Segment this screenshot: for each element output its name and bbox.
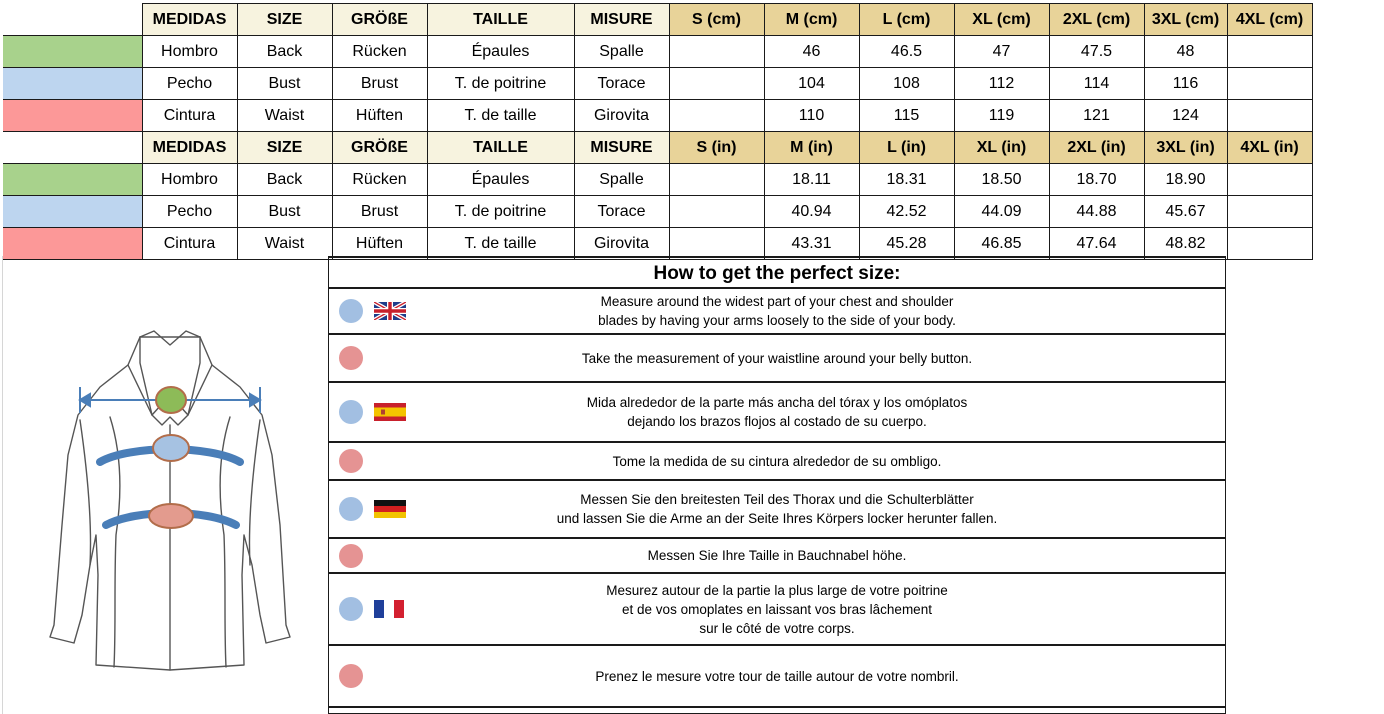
table-cell: 116	[1144, 68, 1227, 100]
column-header: TAILLE	[427, 132, 574, 164]
table-cell: 121	[1049, 100, 1144, 132]
guide-instruction: Mesurez autour de la partie la plus large de votre poitrine et de vos omoplates en laissant vos bras lâchement sur le côté de votre corps.	[606, 582, 948, 636]
column-header: GRÖßE	[332, 132, 427, 164]
table-cell: 44.09	[954, 196, 1049, 228]
table-cell: Hüften	[332, 100, 427, 132]
column-header: L (cm)	[859, 4, 954, 36]
table-cell	[669, 228, 764, 260]
table-cell: Cintura	[142, 100, 237, 132]
waist-dot-icon	[339, 346, 363, 370]
table-header-row	[3, 132, 1312, 164]
color-swatch	[3, 36, 142, 68]
header-blank-cell	[3, 4, 142, 36]
column-header: M (in)	[764, 132, 859, 164]
france-flag-icon	[374, 600, 406, 618]
table-cell: Bust	[237, 196, 332, 228]
table-cell: 48	[1144, 36, 1227, 68]
table-cell: T. de poitrine	[427, 196, 574, 228]
color-swatch	[3, 68, 142, 100]
table-row	[3, 36, 1312, 68]
chest-dot-icon	[339, 400, 363, 424]
table-cell: Torace	[574, 196, 669, 228]
waist-dot-icon	[339, 664, 363, 688]
column-header: S (cm)	[669, 4, 764, 36]
chest-dot-icon	[339, 597, 363, 621]
waist-marker	[149, 504, 193, 528]
table-cell: Épaules	[427, 164, 574, 196]
table-cell	[1227, 164, 1312, 196]
column-header: MEDIDAS	[142, 4, 237, 36]
table-cell: Waist	[237, 228, 332, 260]
column-header: TAILLE	[427, 4, 574, 36]
table-cell: 110	[764, 100, 859, 132]
table-cell: Back	[237, 164, 332, 196]
table-cell: 108	[859, 68, 954, 100]
column-header: 4XL (in)	[1227, 132, 1312, 164]
guide-row	[329, 574, 1225, 646]
table-cell: 18.31	[859, 164, 954, 196]
table-cell: Spalle	[574, 164, 669, 196]
table-cell: 43.31	[764, 228, 859, 260]
guide-row	[329, 646, 1225, 708]
table-cell: T. de taille	[427, 100, 574, 132]
table-cell: Pecho	[142, 68, 237, 100]
column-header: MEDIDAS	[142, 132, 237, 164]
chest-dot-icon	[339, 299, 363, 323]
chest-marker	[153, 435, 189, 461]
chest-dot-icon	[339, 497, 363, 521]
table-cell: 45.28	[859, 228, 954, 260]
table-cell: 18.11	[764, 164, 859, 196]
table-cell: 47.5	[1049, 36, 1144, 68]
table-cell: 42.52	[859, 196, 954, 228]
table-cell: Girovita	[574, 100, 669, 132]
table-cell: 45.67	[1144, 196, 1227, 228]
guide-title: How to get the perfect size:	[329, 258, 1225, 289]
color-swatch	[3, 100, 142, 132]
column-header: L (in)	[859, 132, 954, 164]
column-header: SIZE	[237, 132, 332, 164]
table-cell: 40.94	[764, 196, 859, 228]
color-swatch	[3, 196, 142, 228]
table-cell	[669, 36, 764, 68]
guide-row	[329, 443, 1225, 481]
germany-flag-icon	[374, 500, 406, 518]
column-header: 3XL (in)	[1144, 132, 1227, 164]
column-header: XL (in)	[954, 132, 1049, 164]
guide-instruction: Mida alrededor de la parte más ancha del tórax y los omóplatos dejando los brazos flojos al costado de su cuerpo.	[586, 395, 968, 429]
column-header: XL (cm)	[954, 4, 1049, 36]
coat-measurement-illustration	[40, 325, 300, 680]
table-cell: Hombro	[142, 164, 237, 196]
table-row	[3, 164, 1312, 196]
guide-instruction: Messen Sie Ihre Taille in Bauchnabel höhe.	[647, 548, 907, 563]
header-blank-cell	[3, 132, 142, 164]
waist-dot-icon	[339, 544, 363, 568]
guide-instruction: Prenez le mesure votre tour de taille autour de votre nombril.	[595, 668, 959, 684]
guide-row	[329, 335, 1225, 383]
uk-flag-icon	[374, 302, 406, 320]
column-header: 4XL (cm)	[1227, 4, 1312, 36]
table-cell: 46	[764, 36, 859, 68]
table-cell: Cintura	[142, 228, 237, 260]
column-header: MISURE	[574, 4, 669, 36]
table-cell	[1227, 196, 1312, 228]
table-cell: Rücken	[332, 36, 427, 68]
sizing-guide-panel	[328, 256, 1226, 714]
table-cell: 18.90	[1144, 164, 1227, 196]
color-swatch	[3, 228, 142, 260]
table-cell: 44.88	[1049, 196, 1144, 228]
spain-flag-icon	[374, 403, 406, 421]
table-cell: 104	[764, 68, 859, 100]
table-cell: Épaules	[427, 36, 574, 68]
column-header: MISURE	[574, 132, 669, 164]
table-cell: Pecho	[142, 196, 237, 228]
table-cell: 124	[1144, 100, 1227, 132]
guide-instruction: Messen Sie den breitesten Teil des Thorax und die Schulterblätter und lassen Sie die Arme an der Seite Ihres Körpers locker herunter fallen.	[556, 492, 998, 526]
table-cell	[1227, 228, 1312, 260]
table-cell	[1227, 100, 1312, 132]
table-cell: Hombro	[142, 36, 237, 68]
guide-row	[329, 289, 1225, 335]
column-header: 2XL (in)	[1049, 132, 1144, 164]
guide-instruction: Take the measurement of your waistline around your belly button.	[581, 350, 973, 366]
table-cell: 119	[954, 100, 1049, 132]
table-cell: Torace	[574, 68, 669, 100]
table-cell: T. de taille	[427, 228, 574, 260]
waist-dot-icon	[339, 449, 363, 473]
table-cell: Girovita	[574, 228, 669, 260]
table-header-row	[3, 4, 1312, 36]
table-cell: 115	[859, 100, 954, 132]
table-cell	[669, 196, 764, 228]
table-cell: Brust	[332, 196, 427, 228]
table-row	[3, 228, 1312, 260]
table-cell: T. de poitrine	[427, 68, 574, 100]
size-chart-table	[3, 3, 1313, 260]
table-cell: 48.82	[1144, 228, 1227, 260]
column-header: S (in)	[669, 132, 764, 164]
table-cell	[1227, 68, 1312, 100]
shoulder-marker	[156, 387, 186, 413]
guide-row	[329, 481, 1225, 539]
table-cell: Hüften	[332, 228, 427, 260]
column-header: M (cm)	[764, 4, 859, 36]
table-cell: Bust	[237, 68, 332, 100]
column-header: 3XL (cm)	[1144, 4, 1227, 36]
table-row	[3, 100, 1312, 132]
table-cell: 18.70	[1049, 164, 1144, 196]
table-cell	[669, 100, 764, 132]
column-header: GRÖßE	[332, 4, 427, 36]
column-header: SIZE	[237, 4, 332, 36]
guide-row	[329, 383, 1225, 443]
table-cell: Rücken	[332, 164, 427, 196]
table-cell	[669, 68, 764, 100]
table-cell	[669, 164, 764, 196]
table-row	[3, 68, 1312, 100]
table-cell: Brust	[332, 68, 427, 100]
table-row	[3, 196, 1312, 228]
table-cell: 18.50	[954, 164, 1049, 196]
grid-edge	[0, 256, 3, 714]
table-cell: Waist	[237, 100, 332, 132]
guide-instruction: Tome la medida de su cintura alrededor de su ombligo.	[612, 453, 942, 469]
table-cell: 47.64	[1049, 228, 1144, 260]
table-cell: Spalle	[574, 36, 669, 68]
table-cell: 46.5	[859, 36, 954, 68]
column-header: 2XL (cm)	[1049, 4, 1144, 36]
table-cell: Back	[237, 36, 332, 68]
table-cell: 112	[954, 68, 1049, 100]
table-cell	[1227, 36, 1312, 68]
color-swatch	[3, 164, 142, 196]
table-cell: 46.85	[954, 228, 1049, 260]
guide-instruction: Measure around the widest part of your chest and shoulder blades by having your arms loosely to the side of your body.	[598, 294, 956, 328]
guide-row	[329, 539, 1225, 574]
table-cell: 114	[1049, 68, 1144, 100]
table-cell: 47	[954, 36, 1049, 68]
